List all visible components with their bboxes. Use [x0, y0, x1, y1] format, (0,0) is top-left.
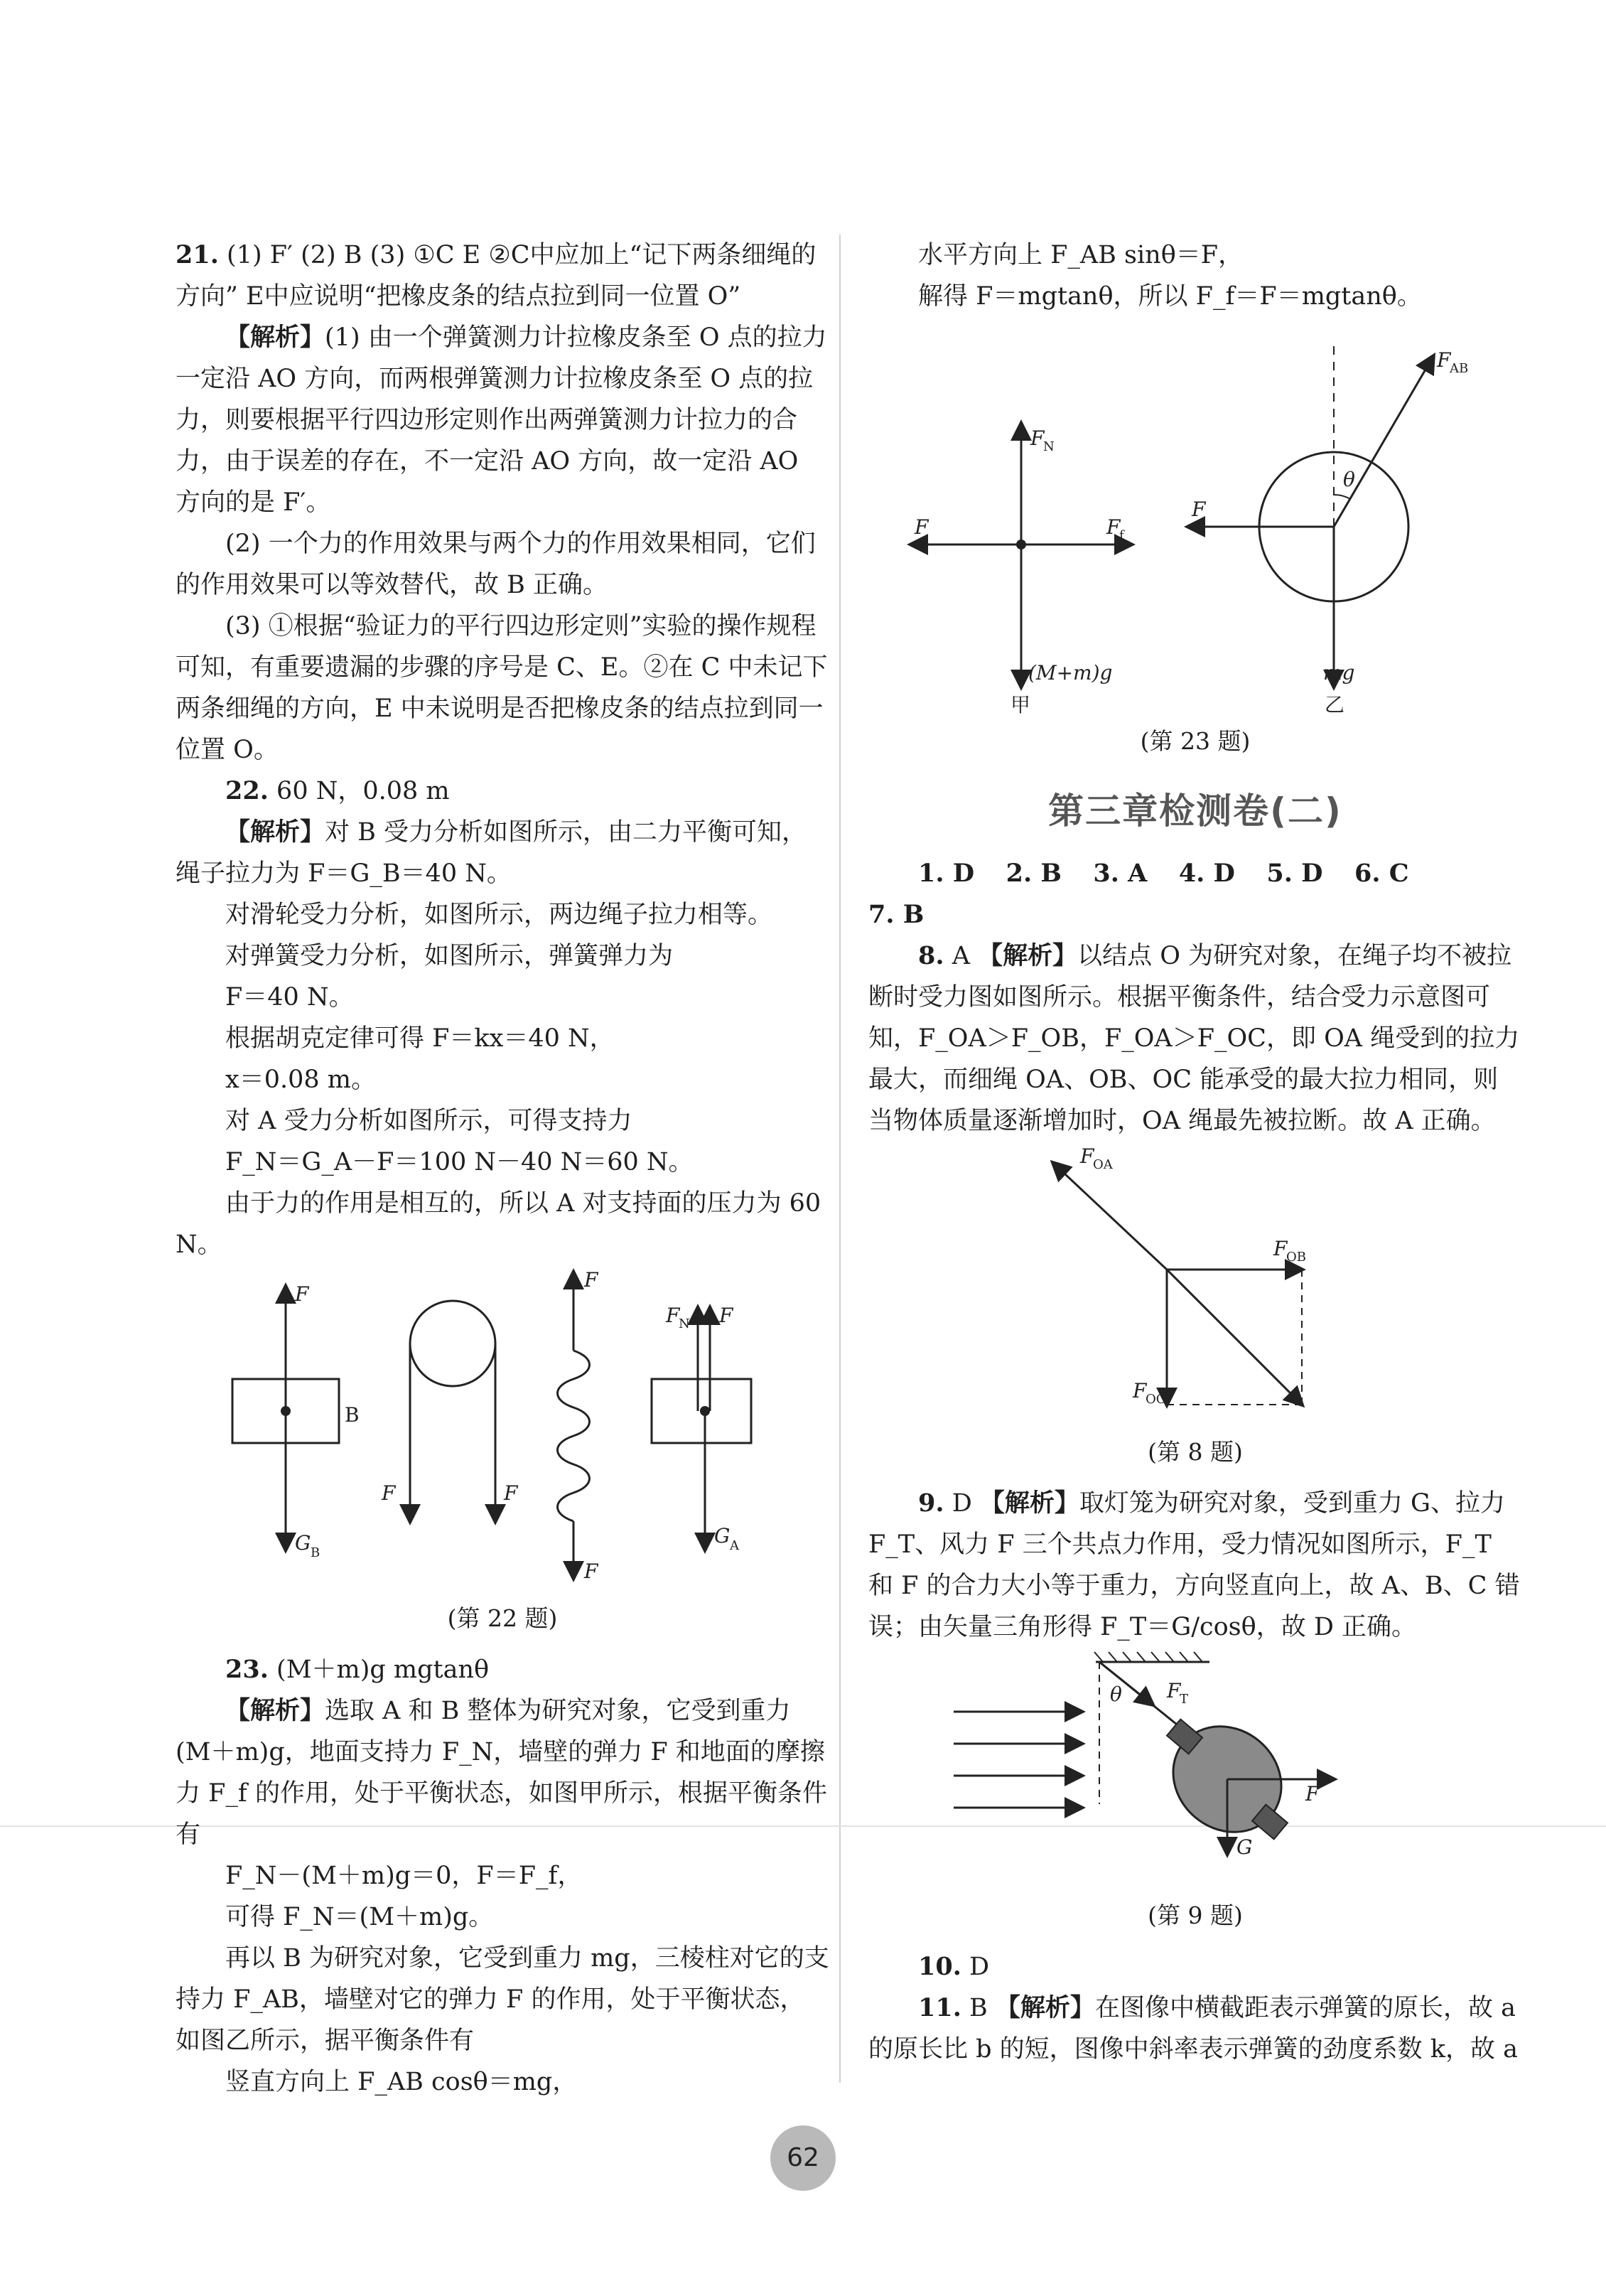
jia-fn-label: F [1030, 427, 1045, 450]
q9-analysis: 取灯笼为研究对象，受到重力 G、拉力 F_T、风力 F 三个共点力作用，受力情况如图所示，F_T 和 F 的合力大小等于重力，方向竖直向上，故 A、B、C 错误；由矢量三角形得 F_T＝G/cosθ，故 D 正确。 [868, 1489, 1520, 1641]
q10-number: 10. [918, 1952, 961, 1981]
q22-line-8: F_N＝G_A－F＝100 N－40 N＝60 N。 [225, 1148, 694, 1176]
diagram-yi [1188, 345, 1468, 687]
b-f-label: F [295, 1282, 309, 1306]
q22-answer [176, 771, 829, 812]
yi-f-label: F [1192, 498, 1206, 521]
answer-3: 3. A [1093, 859, 1148, 888]
yi-caption: 乙 [1325, 693, 1345, 715]
q8-foc-label: F [1133, 1379, 1147, 1402]
page-number: 62 [770, 2125, 836, 2191]
a-g-sub: A [730, 1538, 739, 1553]
q9-ft-label: F [1167, 1679, 1181, 1702]
q21-analysis-tag: 【解析】 [225, 323, 325, 352]
pulley-f-left: F [382, 1481, 396, 1505]
q11-answer: B [969, 1994, 988, 2022]
answer-1: 1. D [918, 859, 975, 888]
b-g-sub: B [311, 1545, 320, 1560]
answer-4: 4. D [1178, 859, 1235, 888]
q9-theta-label: θ [1110, 1683, 1122, 1706]
q23-answer [176, 1649, 829, 1690]
answers-row-2 [868, 894, 1522, 935]
q23-cont-line-1: 水平方向上 F_AB sinθ＝F， [918, 241, 1244, 269]
block-a-diagram [652, 1304, 751, 1553]
q23-number: 23. [225, 1655, 269, 1684]
q9-figure-caption: (第 9 题) [1148, 1901, 1243, 1929]
q9-g-label: G [1236, 1835, 1253, 1859]
a-fn-label: F [666, 1304, 680, 1327]
jia-f-label: F [915, 515, 929, 539]
q9-figure [868, 1648, 1522, 1936]
q21-analysis-1 [176, 317, 829, 523]
q23-force-diagrams [868, 317, 1522, 715]
q10-text [868, 1946, 1522, 1987]
q8-figure [868, 1142, 1522, 1473]
q9-text [868, 1483, 1522, 1648]
q23-line-1-text: 选取 A 和 B 整体为研究对象，它受到重力 (M＋m)g，地面支持力 F_N，墙壁的弹力 F 和地面的摩擦力 F_f 的作用，处于平衡状态，如图甲所示，根据平衡条件有 [176, 1697, 827, 1849]
q21-number: 21. [176, 240, 219, 269]
q22-figure-caption: (第 22 题) [447, 1604, 558, 1632]
q11-analysis-tag: 【解析】 [995, 1993, 1095, 2022]
q8-fob-sub: OB [1286, 1250, 1306, 1265]
left-column [176, 235, 829, 2103]
q21-analysis-3: (3) ①根据“验证力的平行四边形定则”实验的操作规程可知，有重要遗漏的步骤的序号是 C、E。②在 C 中未记下两条细绳的方向，E 中未说明是否把橡皮条的结点拉到同一位置 O。 [176, 612, 828, 764]
yi-fab-sub: AB [1450, 361, 1469, 376]
q22-line-3: 对弹簧受力分析，如图所示，弹簧弹力为 [225, 942, 674, 970]
q11-analysis: 在图像中横截距表示弹簧的原长，故 a 的原长比 b 的短，图像中斜率表示弹簧的劲度系数 k，故 a [868, 1994, 1518, 2064]
yi-fab-label: F [1437, 348, 1451, 372]
q22-line-5: 根据胡克定律可得 F＝kx＝40 N， [225, 1024, 615, 1053]
q9-lantern-diagram [868, 1648, 1522, 1889]
q22-line-6: x＝0.08 m。 [225, 1066, 376, 1094]
jia-ff-label: F [1106, 515, 1121, 539]
q22-line-9: 由于力的作用是相互的，所以 A 对支持面的压力为 60 N。 [176, 1189, 821, 1259]
q23-answer-text: (M＋m)g mgtanθ [276, 1656, 490, 1684]
jia-ff-sub: f [1119, 528, 1124, 543]
q21-answer-text: (1) F′ (2) B (3) ①C E ②C中应加上“记下两条细绳的方向” E中应说明“把橡皮条的结点拉到同一位置 O” [176, 241, 817, 311]
q10-answer: D [969, 1953, 990, 1981]
q8-number: 8. [918, 941, 944, 970]
q22-line-1 [176, 812, 829, 894]
right-column [868, 235, 1522, 2070]
q21-analysis-1-text: (1) 由一个弹簧测力计拉橡皮条至 O 点的拉力一定沿 AO 方向，而两根弹簧测力计拉橡皮条至 O 点的拉力，则要根据平行四边形定则作出两弹簧测力计拉力的合力，由于误差的存在，不一定沿 AO 方向，故一定沿 AO 方向的是 F′。 [176, 323, 827, 517]
q21-answer [176, 235, 829, 317]
q23-figure [868, 317, 1522, 762]
answers-row-1 [868, 853, 1522, 894]
q8-foa-label: F [1080, 1144, 1094, 1168]
block-b-label: B [345, 1403, 360, 1427]
q9-number: 9. [918, 1488, 944, 1518]
answer-6: 6. C [1354, 859, 1409, 888]
jia-mmg-label: (M+m)g [1028, 661, 1113, 685]
q8-analysis: 以结点 O 为研究对象，在绳子均不被拉断时受力图如图所示。根据平衡条件，结合受力示意图可知，F_OA＞F_OB，F_OA＞F_OC，即 OA 绳受到的拉力最大，而细绳 OA、OB、OC 能承受的最大拉力相同，则当物体质量逐渐增加时，OA 绳最先被拉断。故 A 正确。 [868, 942, 1520, 1135]
q22-line-2: 对滑轮受力分析，如图所示，两边绳子拉力相等。 [225, 901, 773, 929]
spring-diagram [558, 1268, 600, 1583]
yi-mg-label: mg [1323, 661, 1355, 685]
jia-caption: 甲 [1011, 693, 1031, 715]
q23-line-5: 竖直方向上 F_AB cosθ＝mg， [225, 2068, 578, 2096]
q23-line-3: 可得 F_N＝(M＋m)g。 [225, 1903, 494, 1931]
q22-line-1-text: 对 B 受力分析如图所示，由二力平衡可知，绳子拉力为 F＝G_B＝40 N。 [176, 818, 807, 888]
spring-f-top: F [584, 1268, 598, 1292]
q8-text [868, 935, 1522, 1142]
q8-force-diagram [868, 1142, 1522, 1426]
q8-foc-sub: OC [1146, 1392, 1166, 1407]
diagram-jia [911, 424, 1131, 687]
q8-answer: A [952, 942, 970, 970]
b-g-label: G [295, 1531, 311, 1555]
q9-analysis-tag: 【解析】 [979, 1488, 1079, 1518]
q21-analysis-2: (2) 一个力的作用效果与两个力的作用效果相同，它们的作用效果可以等效替代，故 B 正确。 [176, 530, 816, 599]
spring-f-bottom: F [584, 1560, 598, 1583]
q23-cont-line-2: 解得 F＝mgtanθ，所以 F_f＝F＝mgtanθ。 [918, 282, 1422, 311]
yi-theta-label: θ [1343, 468, 1355, 491]
q11-number: 11. [918, 1993, 961, 2022]
q22-figure [176, 1265, 829, 1639]
q9-answer: D [952, 1489, 972, 1518]
column-divider [839, 235, 841, 2083]
section-title: 第三章检测卷(二) [1048, 790, 1342, 832]
q23-figure-caption: (第 23 题) [1140, 727, 1251, 755]
q8-fob-label: F [1273, 1237, 1288, 1260]
q11-text [868, 1987, 1522, 2070]
q8-figure-caption: (第 8 题) [1148, 1438, 1243, 1466]
q22-line-7: 对 A 受力分析如图所示，可得支持力 [225, 1107, 632, 1135]
answer-7: 7. B [868, 900, 925, 929]
jia-fn-sub: N [1043, 439, 1055, 454]
q22-number: 22. [225, 776, 269, 805]
q8-foa-sub: OA [1093, 1157, 1113, 1172]
q23-line-1 [176, 1690, 829, 1855]
q23-line-4: 再以 B 为研究对象，它受到重力 mg，三棱柱对它的支持力 F_AB，墙壁对它的弹力 F 的作用，处于平衡状态，如图乙所示，据平衡条件有 [176, 1944, 829, 2055]
answer-5: 5. D [1266, 859, 1323, 888]
pulley-diagram [381, 1301, 519, 1521]
q22-force-diagrams [176, 1265, 829, 1592]
q23-analysis-tag: 【解析】 [225, 1696, 325, 1725]
q22-analysis-tag: 【解析】 [225, 817, 325, 847]
q22-line-4: F＝40 N。 [225, 983, 354, 1012]
answer-2: 2. B [1006, 859, 1062, 888]
pulley-f-right: F [504, 1481, 518, 1505]
q8-analysis-tag: 【解析】 [978, 941, 1078, 970]
a-g-label: G [714, 1524, 731, 1547]
block-b-diagram [232, 1282, 360, 1560]
q23-line-2: F_N－(M＋m)g＝0，F＝F_f， [225, 1862, 583, 1890]
a-fn-sub: N [679, 1316, 690, 1331]
a-f-label: F [719, 1304, 733, 1327]
q9-ft-sub: T [1180, 1692, 1189, 1707]
q9-f-label: F [1305, 1782, 1320, 1806]
q22-answer-text: 60 N，0.08 m [276, 777, 450, 805]
